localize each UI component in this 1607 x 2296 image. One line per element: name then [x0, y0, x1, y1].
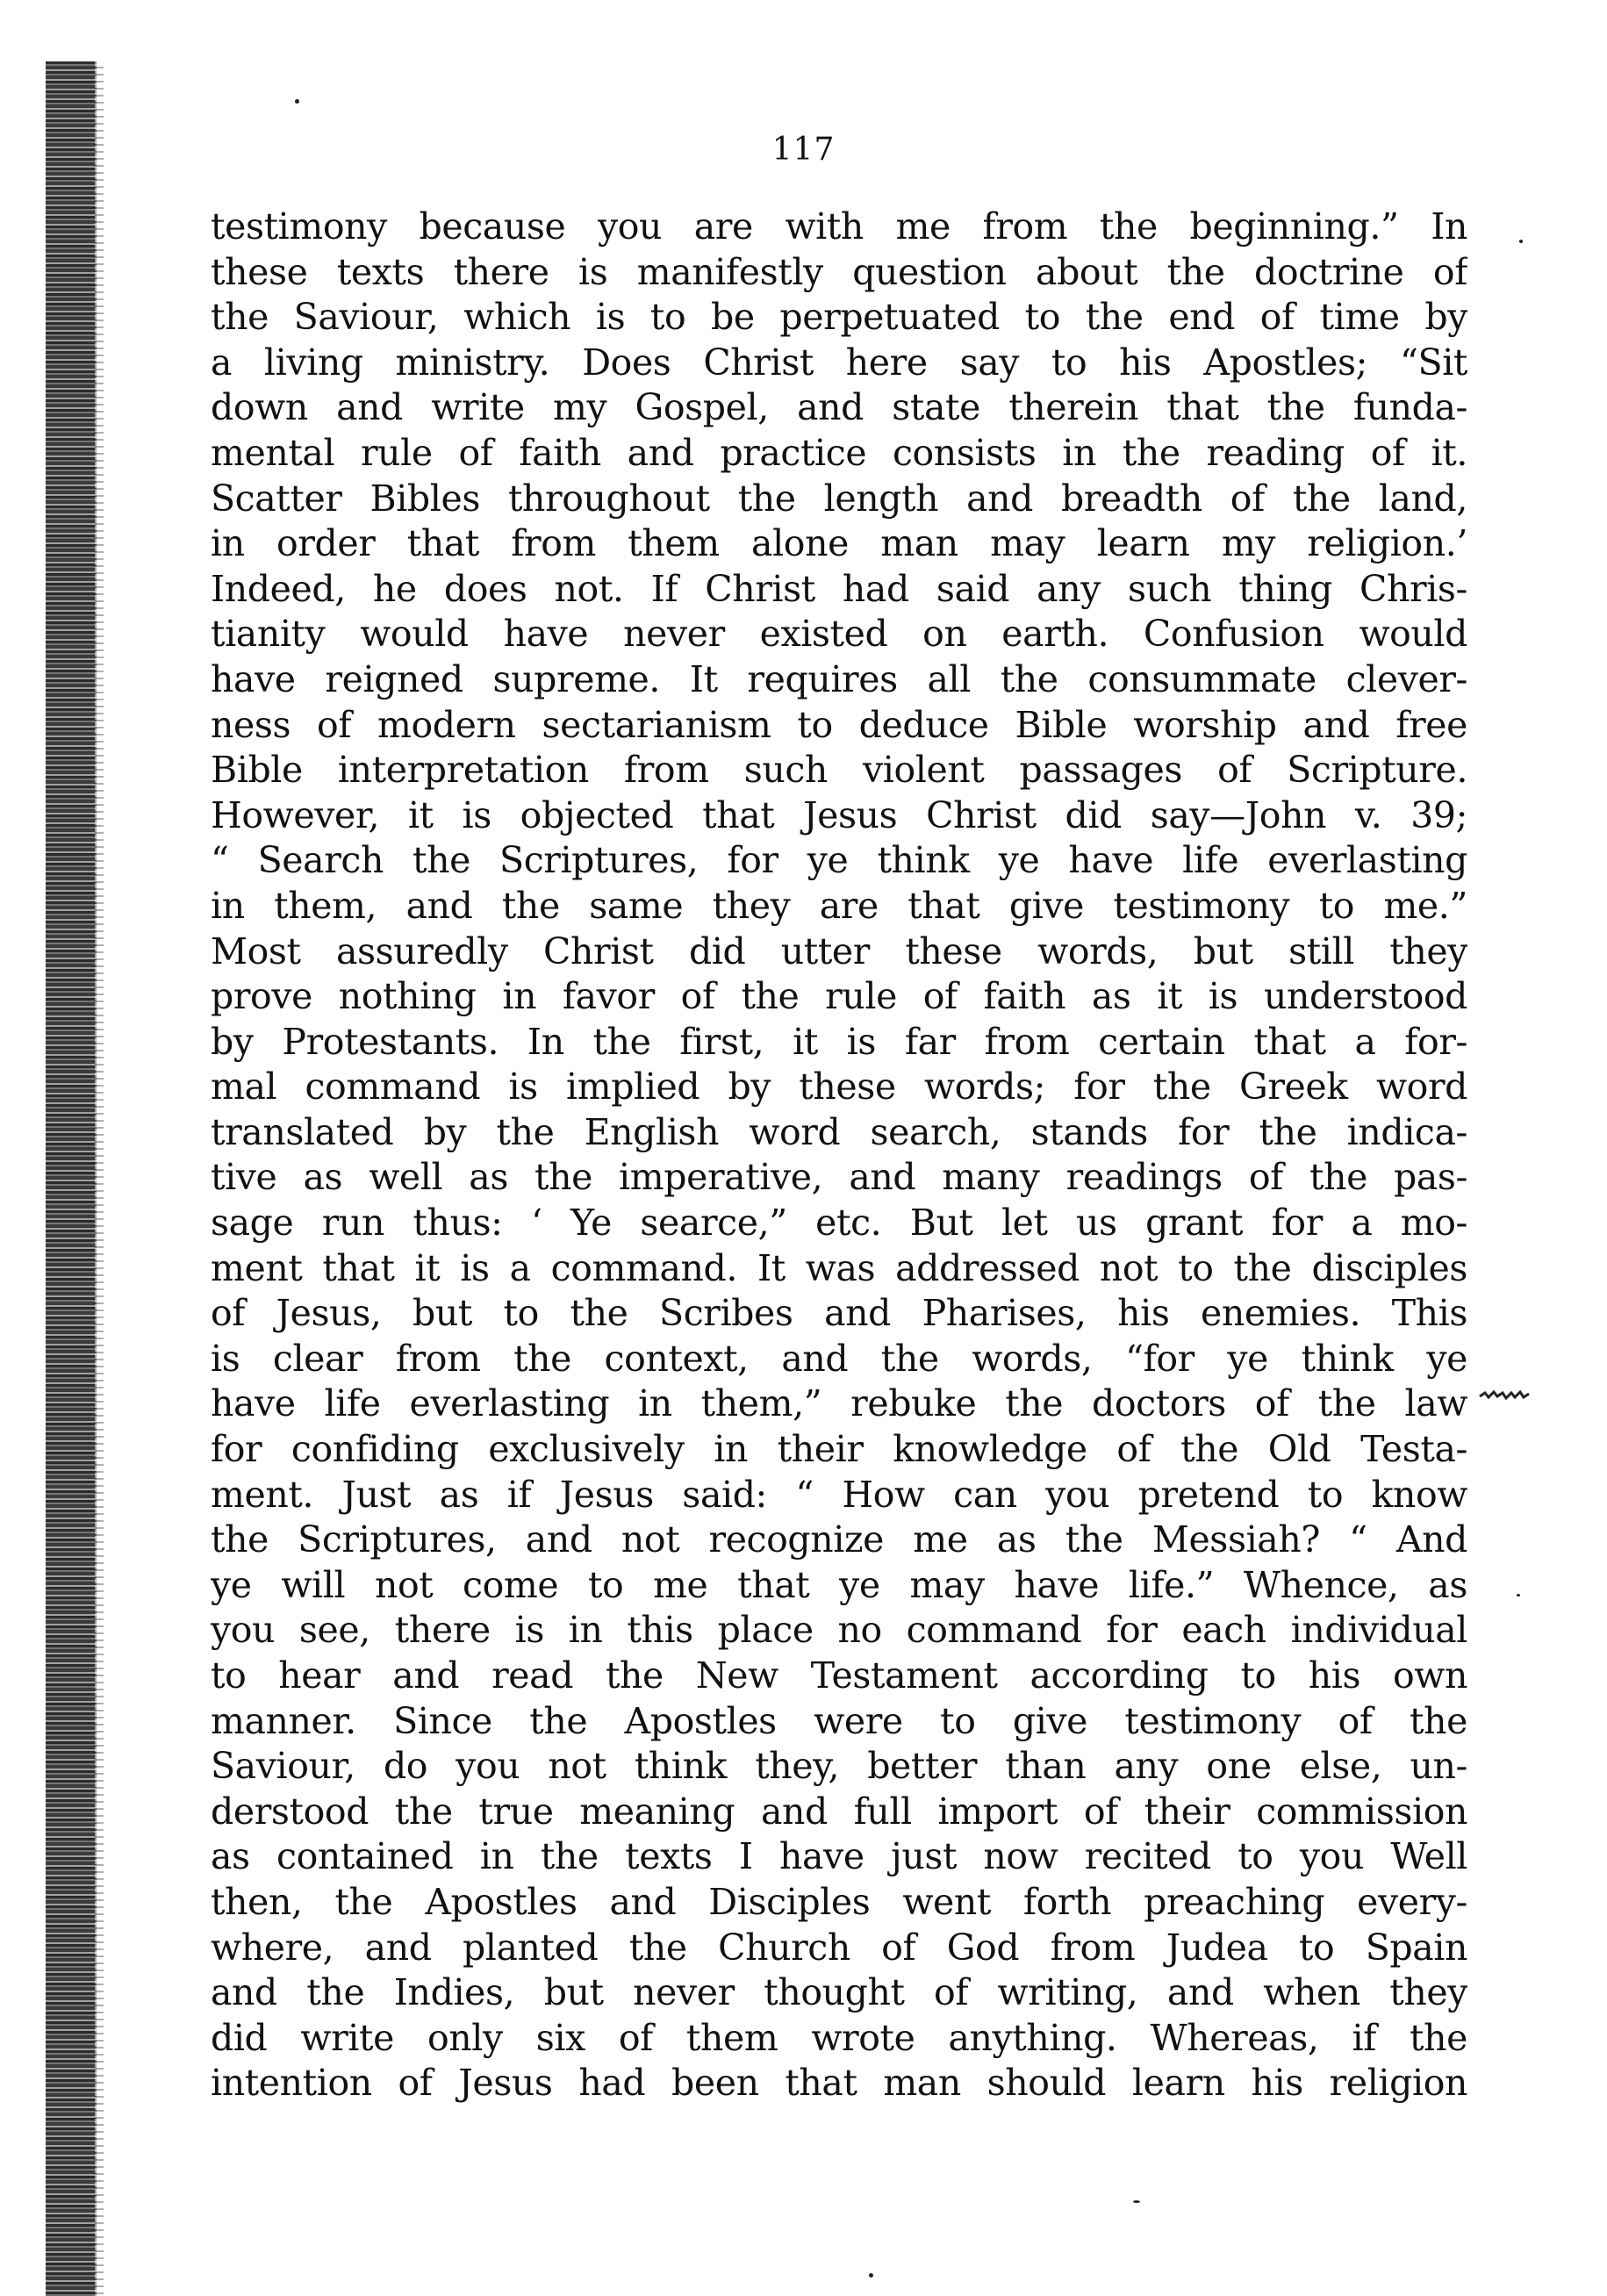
text-line: sage run thus: ‘ Ye searce,” etc. But let us grant for a mo-: [211, 1202, 1467, 1245]
text-line: mental rule of faith and practice consists in the reading of it.: [211, 431, 1467, 474]
margin-ink-mark: [1478, 1387, 1531, 1408]
text-line: these texts there is manifestly question about the doctrine of: [211, 250, 1467, 293]
text-line: down and write my Gospel, and state therein that the funda-: [211, 386, 1467, 429]
text-line: a living ministry. Does Christ here say to his Apostles; “Sit: [211, 341, 1467, 384]
text-line: manner. Since the Apostles were to give testimony of the: [211, 1699, 1467, 1742]
text-line: mal command is implied by these words; for the Greek word: [211, 1065, 1467, 1109]
text-line: ment that it is a command. It was addressed not to the disciples: [211, 1246, 1467, 1289]
text-line: the Scriptures, and not recognize me as the Messiah? “ And: [211, 1518, 1467, 1561]
text-line: translated by the English word search, stands for the indica-: [211, 1110, 1467, 1153]
text-line: prove nothing in favor of the rule of faith as it is understood: [211, 975, 1467, 1018]
text-line: Saviour, do you not think they, better than any one else, un-: [211, 1745, 1467, 1788]
margin-scribble-icon: [1478, 1388, 1531, 1403]
text-line: tive as well as the imperative, and many readings of the pas-: [211, 1156, 1467, 1199]
text-line: and the Indies, but never thought of writing, and when they: [211, 1971, 1467, 2014]
text-line: you see, there is in this place no command for each individual: [211, 1609, 1467, 1652]
text-line: of Jesus, but to the Scribes and Pharises, his enemies. This: [211, 1292, 1467, 1335]
text-line: “ Search the Scriptures, for ye think ye have life everlasting: [211, 839, 1467, 882]
text-line: for confiding exclusively in their knowledge of the Old Testa-: [211, 1428, 1467, 1471]
text-line: in them, and the same they are that give testimony to me.”: [211, 884, 1467, 927]
text-line: where, and planted the Church of God from Judea to Spain: [211, 1926, 1467, 1969]
text-line: did write only six of them wrote anything. Whereas, if the: [211, 2016, 1467, 2059]
text-line: tianity would have never existed on earth. Confusion would: [211, 613, 1467, 656]
page-number: 117: [771, 132, 836, 168]
text-line: by Protestants. In the first, it is far from certain that a for-: [211, 1020, 1467, 1063]
text-line: then, the Apostles and Disciples went forth preaching every-: [211, 1880, 1467, 1923]
ink-speck: [1519, 240, 1523, 243]
text-line: have life everlasting in them,” rebuke the doctors of the law: [211, 1382, 1467, 1425]
text-line: Bible interpretation from such violent passages of Scripture.: [211, 749, 1467, 792]
ink-speck: [295, 99, 299, 104]
text-line: the Saviour, which is to be perpetuated to the end of time by: [211, 296, 1467, 339]
text-line: However, it is objected that Jesus Christ did say—John v. 39;: [211, 793, 1467, 836]
text-line: have reigned supreme. It requires all the consummate clever-: [211, 657, 1467, 700]
text-line: ness of modern sectarianism to deduce Bible worship and free: [211, 703, 1467, 746]
text-line: as contained in the texts I have just now recited to you Well: [211, 1835, 1467, 1878]
text-line: testimony because you are with me from the beginning.” In: [211, 205, 1467, 248]
text-line: Most assuredly Christ did utter these words, but still they: [211, 929, 1467, 972]
ink-speck: [1517, 1594, 1520, 1596]
text-line: is clear from the context, and the words, “for ye think ye: [211, 1337, 1467, 1380]
text-line: Scatter Bibles throughout the length and breadth of the land,: [211, 477, 1467, 520]
text-line: Indeed, he does not. If Christ had said any such thing Chris-: [211, 567, 1467, 610]
text-line: ye will not come to me that ye may have life.” Whence, as: [211, 1563, 1467, 1606]
ink-speck: [1133, 2200, 1140, 2203]
page-binding-edge: [46, 61, 97, 2296]
body-text: [211, 204, 1467, 2106]
ink-speck: [869, 2273, 873, 2278]
text-line: derstood the true meaning and full import of their commission: [211, 1790, 1467, 1833]
text-line: to hear and read the New Testament according to his own: [211, 1654, 1467, 1697]
text-line: ment. Just as if Jesus said: “ How can you pretend to know: [211, 1473, 1467, 1516]
text-line: in order that from them alone man may learn my religion.’: [211, 522, 1467, 565]
text-line: intention of Jesus had been that man should learn his religion: [211, 2062, 1467, 2105]
